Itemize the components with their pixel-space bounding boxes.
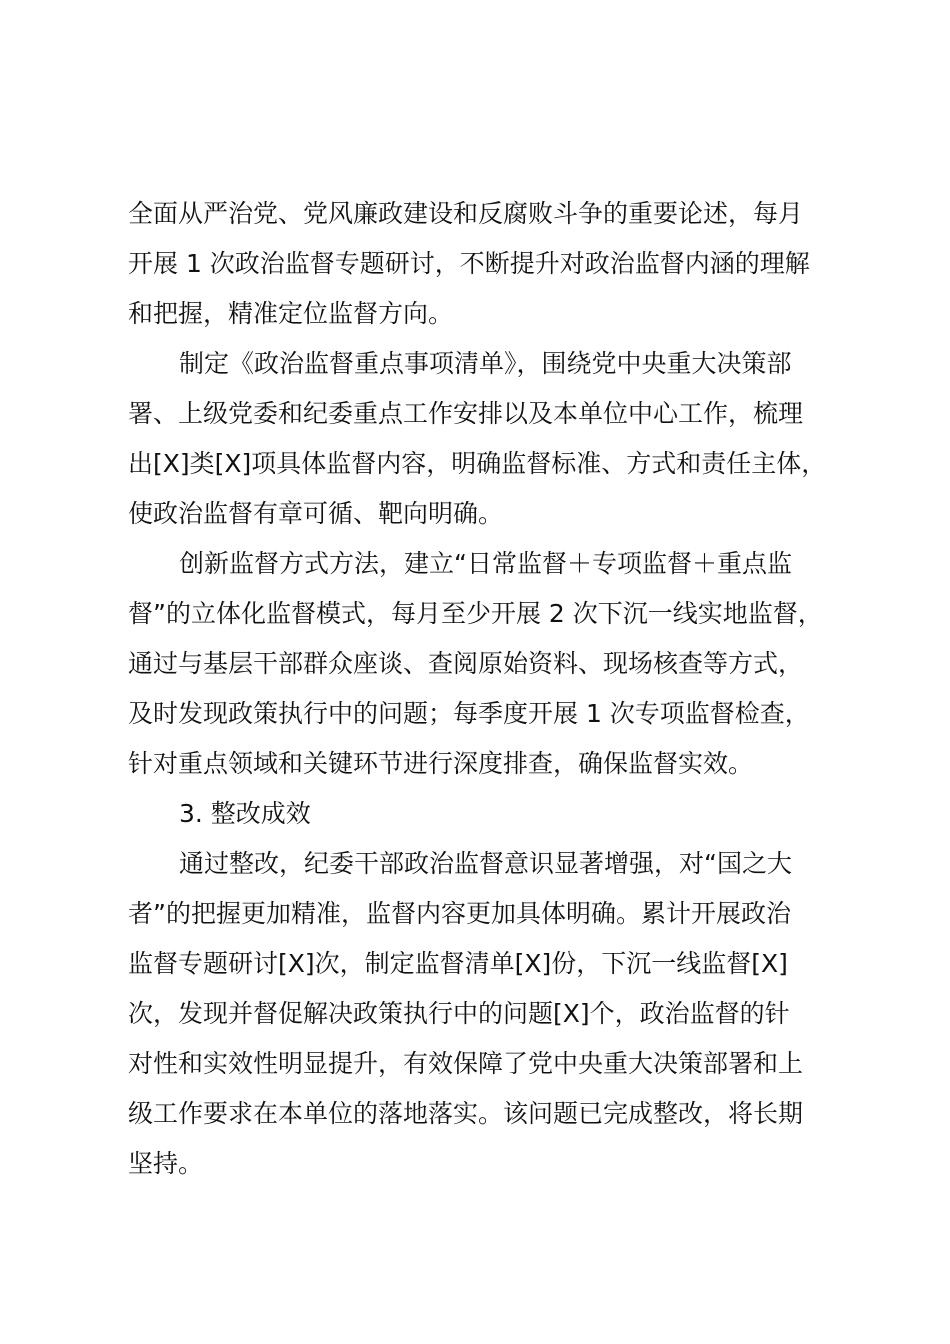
paragraph-line: 开展 1 次政治监督专题研讨，不断提升对政治监督内涵的理解 [128, 249, 810, 278]
paragraph-line: 署、上级党委和纪委重点工作安排以及本单位中心工作，梳理 [128, 399, 804, 428]
paragraph-line: 使政治监督有章可循、靶向明确。 [128, 499, 504, 528]
paragraph-line: 针对重点领域和关键环节进行深度排查，确保监督实效。 [128, 749, 754, 778]
paragraph-line: 创新监督方式方法，建立“日常监督＋专项监督＋重点监 [179, 549, 792, 578]
section-heading: 3. 整改成效 [179, 799, 311, 828]
paragraph-line: 督”的立体化监督模式，每月至少开展 2 次下沉一线实地监督， [128, 599, 823, 628]
paragraph-line: 级工作要求在本单位的落地落实。该问题已完成整改，将长期 [128, 1099, 804, 1128]
paragraph-line: 监督专题研讨[X]次，制定监督清单[X]份，下沉一线监督[X] [128, 949, 788, 978]
paragraph-line: 和把握，精准定位监督方向。 [128, 299, 454, 328]
paragraph-line: 者”的把握更加精准，监督内容更加具体明确。累计开展政治 [128, 899, 791, 928]
paragraph-line: 全面从严治党、党风廉政建设和反腐败斗争的重要论述，每月 [128, 199, 804, 228]
paragraph-line: 及时发现政策执行中的问题；每季度开展 1 次专项监督检查， [128, 699, 810, 728]
paragraph-line: 对性和实效性明显提升，有效保障了党中央重大决策部署和上 [128, 1049, 804, 1078]
paragraph-line: 制定《政治监督重点事项清单》，围绕党中央重大决策部 [179, 349, 792, 378]
paragraph-line: 出[X]类[X]项具体监督内容，明确监督标准、方式和责任主体， [128, 449, 827, 478]
paragraph-line: 次，发现并督促解决政策执行中的问题[X]个，政治监督的针 [128, 999, 790, 1028]
paragraph-line: 通过与基层干部群众座谈、查阅原始资料、现场核查等方式， [128, 649, 804, 678]
paragraph-line: 坚持。 [128, 1149, 204, 1178]
paragraph-line: 通过整改，纪委干部政治监督意识显著增强，对“国之大 [179, 849, 792, 878]
